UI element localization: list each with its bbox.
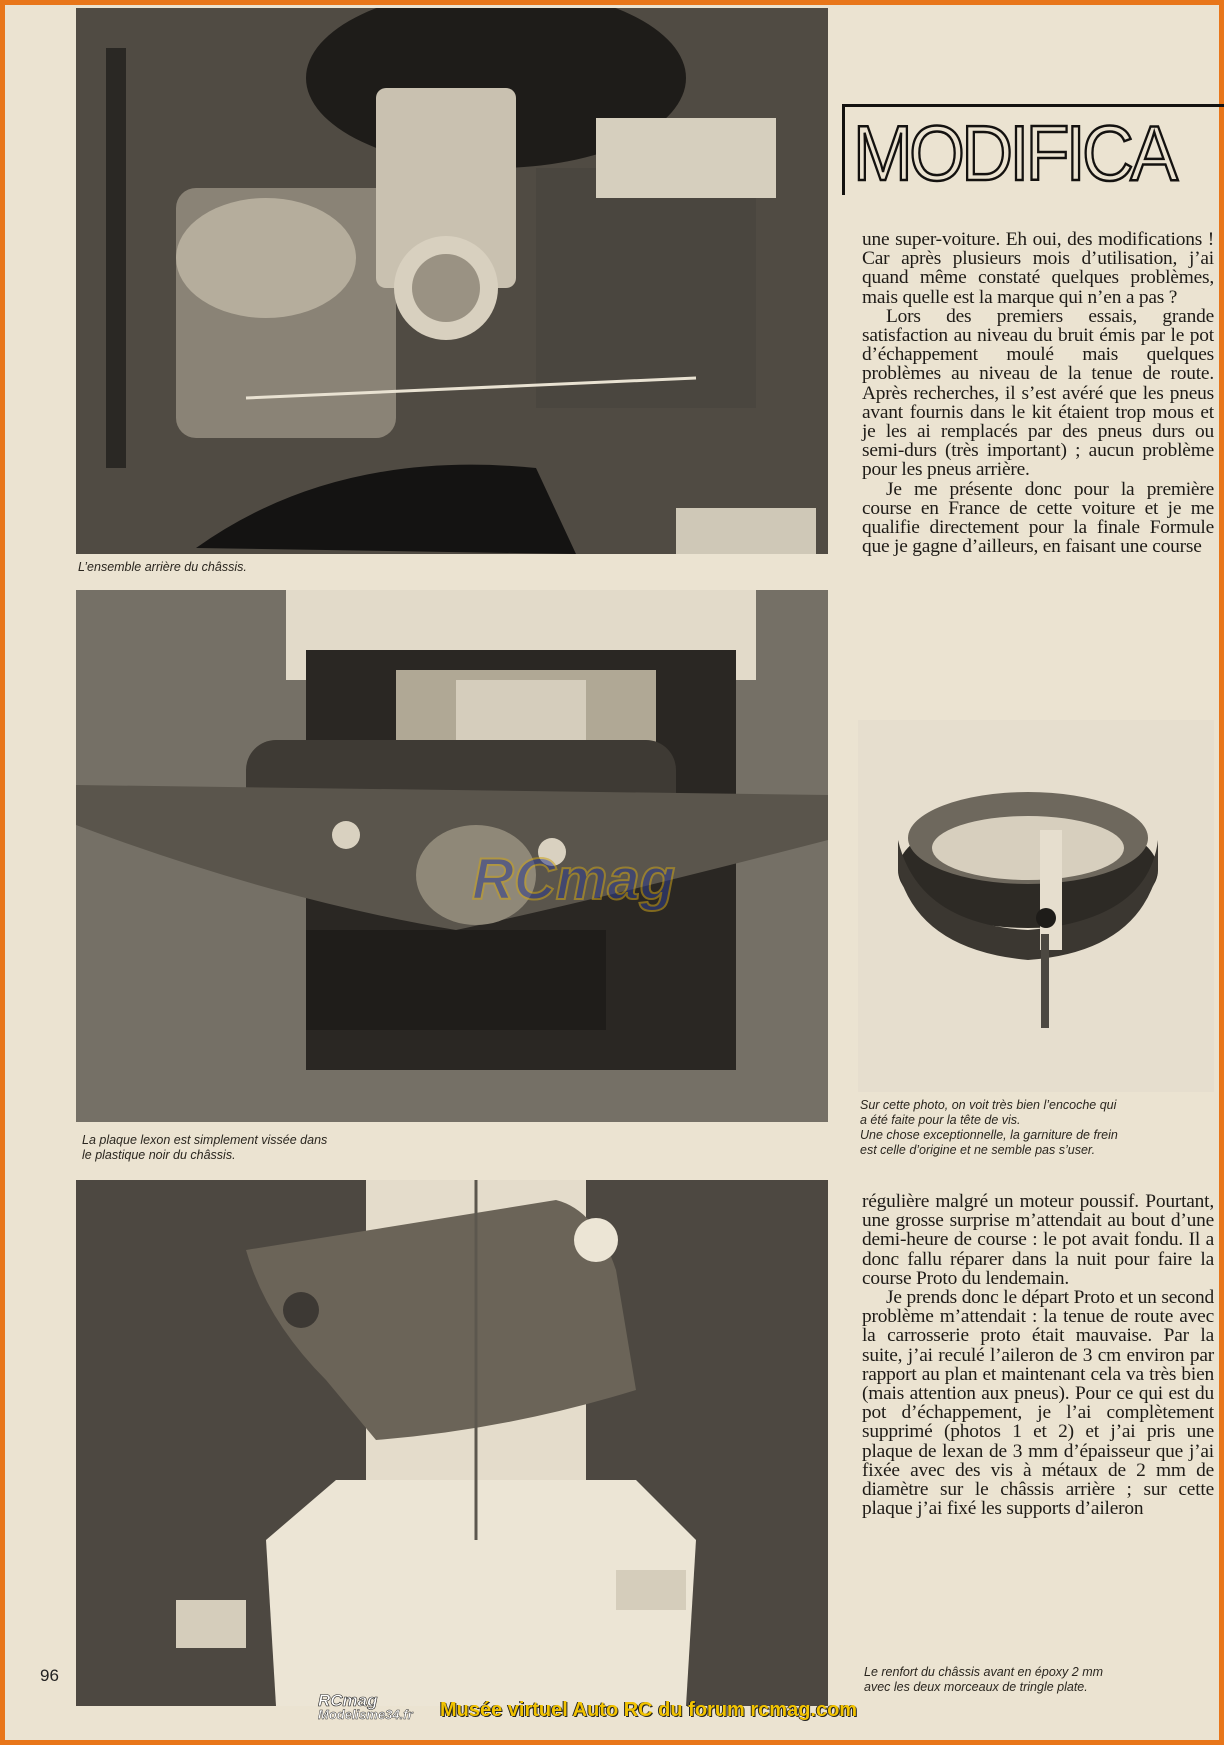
rcmag-watermark: RCmag <box>472 847 676 912</box>
caption-lexan-plate: La plaque lexon est simplement vissée dans le plastique noir du châssis. <box>82 1133 328 1162</box>
text-column-bottom <box>862 1192 1214 1518</box>
paragraph: Je me présente donc pour la première course en France de cette voiture et je me qualifie directement pour la finale Formule que je gagne d’ailleurs, en faisant une course <box>862 478 1214 558</box>
article-title: MODIFICA <box>853 109 1175 195</box>
paragraph: Lors des premiers essais, grande satisfaction au niveau du bruit émis par le pot d’échappement moulé mais quelques problèmes au niveau de la tenue de route. Après recherches, il s’est avéré que les pneus avant fournis dans le kit étaient trop mous et je les ai remplacés par des pneus durs ou semi-durs (très important) ; aucun problème pour les pneus arrière. <box>862 305 1214 481</box>
paragraph: une super-voiture. Eh oui, des modifications ! Car après plusieurs mois d’utilisation, j’ai quand même constaté quelques problèmes, mais quelle est la marque qui n’en a pas ? <box>862 229 1214 308</box>
article-title-box <box>842 104 1224 195</box>
photo-brake-ring <box>858 720 1214 1092</box>
text-column-top <box>862 230 1214 556</box>
photo-lexan-plate <box>76 590 828 1122</box>
caption-rear-chassis: L’ensemble arrière du châssis. <box>78 560 247 574</box>
caption-epoxy-front-chassis: Le renfort du châssis avant en époxy 2 mm avec les deux morceaux de tringle plate. <box>864 1665 1104 1694</box>
photo-epoxy-front-chassis <box>76 1180 828 1706</box>
rcmag-footer-logo: RCmag Modelisme34.fr <box>318 1691 413 1722</box>
paragraph: Je prends donc le départ Proto et un second problème m’attendait : la tenue de route avec la carrosserie proto était mauvaise. Par la suite, j’ai reculé l’aileron de 3 cm environ par rapport au plan et maintenant cela va très bien (mais attention aux pneus). Pour ce qui est du pot d’échappement, je l’ai complètement supprimé (photos 1 et 2) et j’ai pris une plaque de lexan de 3 mm d’épaisseur que j’ai fixée avec des vis à métaux de 2 mm de diamètre sur le châssis arrière ; sur cette plaque j’ai fixé les supports d’aileron <box>862 1287 1214 1520</box>
paragraph: régulière malgré un moteur poussif. Pourtant, une grosse surprise m’attendait au bout d’une demi-heure de course : le pot avait fondu. Il a donc fallu réparer dans la nuit pour faire la course Proto du lendemain. <box>862 1191 1214 1289</box>
caption-brake-ring: Sur cette photo, on voit très bien l’encoche qui a été faite pour la tête de vis. Une chose exceptionnelle, la garniture de frein est celle d’origine et ne semble pas s’user. <box>860 1098 1118 1157</box>
footer-banner: Musée virtuel Auto RC du forum rcmag.com <box>440 1699 858 1721</box>
page-number: 96 <box>40 1666 59 1685</box>
photo-rear-chassis <box>76 8 828 554</box>
